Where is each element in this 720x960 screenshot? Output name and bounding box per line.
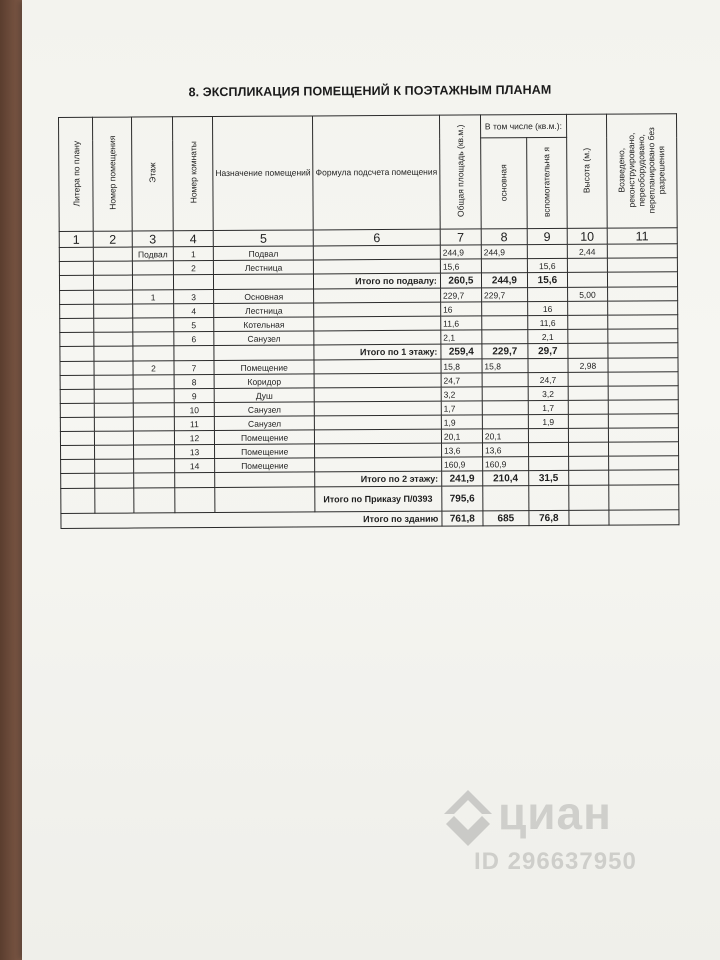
purpose-cell: Лестница	[213, 260, 313, 275]
empty-cell	[215, 487, 315, 513]
subtotal-main-area: 210,4	[483, 471, 529, 486]
unauthorized-cell	[608, 386, 678, 400]
formula-cell	[315, 443, 442, 458]
purpose-cell: Коридор	[214, 374, 314, 389]
subtotal-total-area: 259,4	[441, 344, 482, 359]
unauthorized-cell	[607, 287, 677, 301]
height-cell	[568, 329, 608, 343]
litera-cell	[59, 247, 93, 261]
empty-cell	[59, 275, 93, 290]
unauthorized-cell	[608, 400, 678, 414]
header-including-group: В том числе (кв.м.):	[480, 114, 566, 138]
main-area-cell	[481, 259, 527, 273]
aux-area-cell: 3,2	[528, 386, 568, 400]
height-cell	[568, 386, 608, 400]
purpose-cell: Котельная	[214, 317, 314, 332]
building-total-row	[61, 510, 679, 529]
empty-cell	[61, 473, 95, 488]
watermark-listing-id: ID 296637950	[474, 848, 637, 875]
empty-cell	[569, 470, 609, 485]
floor-cell	[132, 261, 173, 275]
empty-cell	[134, 473, 175, 488]
total-area-cell: 13,6	[441, 443, 482, 457]
empty-cell	[134, 488, 175, 513]
chamber-number-cell: 12	[174, 431, 214, 445]
subtotal-total-area: 241,9	[442, 471, 483, 486]
total-area-cell: 1,7	[441, 401, 482, 415]
room-number-cell	[95, 459, 134, 473]
litera-cell	[60, 389, 94, 403]
main-area-cell	[482, 316, 528, 330]
empty-cell	[215, 472, 315, 488]
empty-cell	[95, 488, 134, 513]
height-cell: 2,98	[568, 358, 608, 372]
height-cell	[568, 428, 608, 442]
height-cell: 2,44	[567, 244, 607, 258]
aux-area-cell: 15,6	[527, 258, 567, 272]
formula-cell	[314, 288, 441, 303]
floor-cell	[134, 445, 175, 459]
height-cell	[568, 301, 608, 315]
main-area-cell: 244,9	[481, 245, 527, 259]
main-area-cell: 160,9	[482, 457, 528, 471]
room-number-cell	[94, 389, 133, 403]
chamber-number-cell: 4	[174, 304, 214, 318]
empty-cell	[175, 488, 215, 513]
floor-cell	[133, 417, 174, 431]
room-number-cell	[94, 403, 133, 417]
aux-area-cell	[528, 428, 568, 442]
main-area-cell	[482, 415, 528, 429]
explication-table	[58, 113, 679, 529]
litera-cell	[60, 431, 94, 445]
purpose-cell: Лестница	[214, 303, 314, 318]
main-area-cell: 13,6	[482, 443, 528, 457]
column-number: 6	[314, 229, 441, 246]
subtotal-aux-area: 31,5	[529, 470, 569, 485]
empty-cell	[609, 470, 679, 485]
empty-cell	[608, 343, 678, 358]
height-cell	[568, 372, 608, 386]
floor-cell	[134, 459, 175, 473]
main-area-cell: 15,8	[482, 359, 528, 373]
header-aux-area: вспомогательна я	[527, 138, 568, 229]
prikaz-label: Итого по Приказу П/0393	[315, 486, 442, 512]
subtotal-main-area: 244,9	[481, 273, 527, 288]
aux-area-cell	[527, 287, 567, 301]
subtotal-label: Итого по подвалу:	[314, 273, 441, 289]
header-unauthorized: Возведено, реконструировано, переоборудовано, перепланировано без разрешения	[606, 114, 677, 228]
unauthorized-cell	[608, 315, 678, 329]
unauthorized-cell	[608, 329, 678, 343]
room-number-cell	[94, 375, 133, 389]
main-area-cell	[482, 302, 528, 316]
total-area-cell: 15,8	[441, 359, 482, 373]
room-number-cell	[93, 247, 132, 261]
room-number-cell	[94, 417, 133, 431]
unauthorized-cell	[608, 414, 678, 428]
aux-area-cell: 11,6	[528, 315, 568, 329]
unauthorized-cell	[608, 358, 678, 372]
document-title: 8. ЭКСПЛИКАЦИЯ ПОМЕЩЕНИЙ К ПОЭТАЖНЫМ ПЛАНАМ	[188, 82, 552, 100]
formula-cell	[315, 457, 442, 472]
unauthorized-cell	[607, 258, 677, 272]
empty-cell	[175, 473, 215, 488]
empty-cell	[94, 346, 133, 361]
chamber-number-cell: 14	[175, 459, 215, 473]
empty-cell	[213, 274, 313, 290]
room-number-cell	[94, 361, 133, 375]
aux-area-cell	[527, 244, 567, 258]
empty-cell	[61, 488, 95, 513]
watermark-brand: циан	[498, 787, 612, 839]
header-formula: Формула подсчета помещения	[313, 115, 440, 230]
header-total-area: Общая площадь (кв.м.)	[439, 115, 481, 229]
purpose-cell: Подвал	[213, 246, 313, 261]
header-litera: Литера по плану	[59, 117, 94, 231]
total-area-cell: 3,2	[441, 387, 482, 401]
building-total-area: 761,8	[442, 511, 483, 526]
purpose-cell: Санузел	[214, 416, 314, 431]
empty-cell	[173, 275, 213, 290]
formula-cell	[315, 429, 442, 444]
column-number: 9	[527, 228, 567, 244]
chamber-number-cell: 10	[174, 403, 214, 417]
aux-area-cell: 24,7	[528, 372, 568, 386]
height-cell	[568, 400, 608, 414]
column-number: 7	[440, 229, 481, 245]
chamber-number-cell: 2	[173, 261, 213, 275]
column-number: 1	[59, 231, 93, 247]
chamber-number-cell: 11	[174, 417, 214, 431]
unauthorized-cell	[608, 301, 678, 315]
prikaz-total-row	[61, 485, 679, 514]
subtotal-aux-area: 15,6	[527, 272, 567, 287]
floor-cell: 1	[133, 290, 174, 304]
floor-cell	[133, 403, 174, 417]
header-main-area: основная	[481, 138, 528, 229]
column-number: 10	[567, 228, 607, 244]
total-area-cell: 15,6	[440, 259, 481, 273]
litera-cell	[60, 361, 94, 375]
formula-cell	[314, 373, 441, 388]
chamber-number-cell: 5	[174, 318, 214, 332]
main-area-cell	[482, 330, 528, 344]
empty-cell	[174, 346, 214, 361]
litera-cell	[60, 318, 94, 332]
purpose-cell: Душ	[214, 388, 314, 403]
aux-area-cell: 2,1	[528, 329, 568, 343]
room-number-cell	[94, 332, 133, 346]
litera-cell	[60, 375, 94, 389]
column-number: 5	[213, 230, 313, 247]
room-number-cell	[93, 261, 132, 275]
aux-area-cell: 16	[528, 301, 568, 315]
empty-cell	[95, 473, 134, 488]
building-main-area: 685	[483, 511, 529, 526]
empty-cell	[609, 510, 679, 525]
room-number-cell	[94, 290, 133, 304]
header-room-number: Номер помещения	[93, 117, 133, 231]
prikaz-total-area: 795,6	[442, 486, 483, 511]
room-number-cell	[94, 318, 133, 332]
formula-cell	[314, 316, 441, 331]
subtotal-total-area: 260,5	[440, 273, 481, 288]
chamber-number-cell: 6	[174, 332, 214, 346]
empty-cell	[483, 486, 529, 511]
aux-area-cell: 1,9	[528, 414, 568, 428]
subtotal-label: Итого по 1 этажу:	[314, 344, 441, 360]
litera-cell	[60, 290, 94, 304]
room-number-cell	[94, 431, 133, 445]
height-cell	[568, 414, 608, 428]
aux-area-cell: 1,7	[528, 400, 568, 414]
formula-cell	[314, 259, 441, 274]
litera-cell	[61, 445, 95, 459]
total-area-cell: 160,9	[441, 457, 482, 471]
litera-cell	[59, 261, 93, 275]
litera-cell	[60, 417, 94, 431]
main-area-cell: 20,1	[482, 429, 528, 443]
empty-cell	[93, 275, 132, 290]
empty-cell	[60, 346, 94, 361]
main-area-cell	[482, 373, 528, 387]
chamber-number-cell: 13	[175, 445, 215, 459]
height-cell	[568, 442, 608, 456]
purpose-cell: Помещение	[214, 360, 314, 375]
main-area-cell	[482, 387, 528, 401]
aux-area-cell	[528, 456, 568, 470]
purpose-cell: Санузел	[214, 402, 314, 417]
height-cell: 5,00	[567, 287, 607, 301]
floor-cell	[133, 375, 174, 389]
column-number: 2	[93, 231, 132, 247]
floor-cell	[133, 389, 174, 403]
empty-cell	[568, 343, 608, 358]
total-area-cell: 20,1	[441, 429, 482, 443]
header-floor: Этаж	[132, 117, 174, 231]
floor-cell: 2	[133, 361, 174, 375]
floor-cell	[133, 304, 174, 318]
purpose-cell: Помещение	[215, 444, 315, 459]
unauthorized-cell	[608, 456, 678, 470]
purpose-cell: Санузел	[214, 331, 314, 346]
formula-cell	[314, 359, 441, 374]
column-number: 3	[132, 231, 173, 247]
unauthorized-cell	[608, 442, 678, 456]
chamber-number-cell: 7	[174, 361, 214, 375]
main-area-cell	[482, 401, 528, 415]
formula-cell	[315, 401, 442, 416]
purpose-cell: Основная	[214, 289, 314, 304]
column-number: 11	[607, 228, 677, 244]
height-cell	[568, 456, 608, 470]
height-cell	[567, 258, 607, 272]
floor-cell	[133, 318, 174, 332]
chamber-number-cell: 9	[174, 389, 214, 403]
subtotal-main-area: 229,7	[482, 344, 528, 359]
total-area-cell: 229,7	[440, 288, 481, 302]
main-area-cell: 229,7	[481, 288, 527, 302]
unauthorized-cell	[608, 428, 678, 442]
column-number: 8	[481, 229, 527, 245]
subtotal-label: Итого по 2 этажу:	[315, 471, 442, 487]
empty-cell	[529, 485, 569, 510]
empty-cell	[607, 272, 677, 287]
litera-cell	[60, 403, 94, 417]
formula-cell	[314, 302, 441, 317]
formula-cell	[314, 330, 441, 345]
aux-area-cell	[528, 358, 568, 372]
header-chamber-number: Номер комнаты	[173, 117, 214, 231]
unauthorized-cell	[607, 244, 677, 258]
chamber-number-cell: 1	[173, 247, 213, 261]
height-cell	[568, 315, 608, 329]
litera-cell	[61, 459, 95, 473]
subtotal-aux-area: 29,7	[528, 343, 568, 358]
formula-cell	[315, 415, 442, 430]
total-area-cell: 11,6	[441, 316, 482, 330]
formula-cell	[314, 245, 441, 260]
purpose-cell: Помещение	[214, 430, 314, 445]
column-number: 4	[173, 231, 213, 247]
empty-cell	[133, 346, 174, 361]
empty-cell	[567, 272, 607, 287]
header-purpose: Назначение помещений	[213, 116, 314, 231]
room-number-cell	[94, 304, 133, 318]
empty-cell	[132, 275, 173, 290]
total-area-cell: 2,1	[441, 330, 482, 344]
litera-cell	[60, 332, 94, 346]
empty-cell	[609, 485, 679, 510]
building-total-label: Итого по зданию	[61, 511, 442, 528]
building-aux-area: 76,8	[529, 510, 569, 525]
aux-area-cell	[528, 442, 568, 456]
unauthorized-cell	[608, 372, 678, 386]
formula-cell	[314, 387, 441, 402]
empty-cell	[569, 485, 609, 510]
empty-cell	[569, 510, 609, 525]
header-height: Высота (м.)	[566, 114, 607, 228]
chamber-number-cell: 3	[174, 290, 214, 304]
total-area-cell: 24,7	[441, 373, 482, 387]
total-area-cell: 16	[441, 302, 482, 316]
litera-cell	[60, 304, 94, 318]
chamber-number-cell: 8	[174, 375, 214, 389]
total-area-cell: 244,9	[440, 245, 481, 259]
floor-cell	[133, 332, 174, 346]
empty-cell	[214, 345, 314, 361]
total-area-cell: 1,9	[441, 415, 482, 429]
room-number-cell	[95, 445, 134, 459]
purpose-cell: Помещение	[215, 458, 315, 473]
floor-cell: Подвал	[132, 247, 173, 261]
floor-cell	[133, 431, 174, 445]
